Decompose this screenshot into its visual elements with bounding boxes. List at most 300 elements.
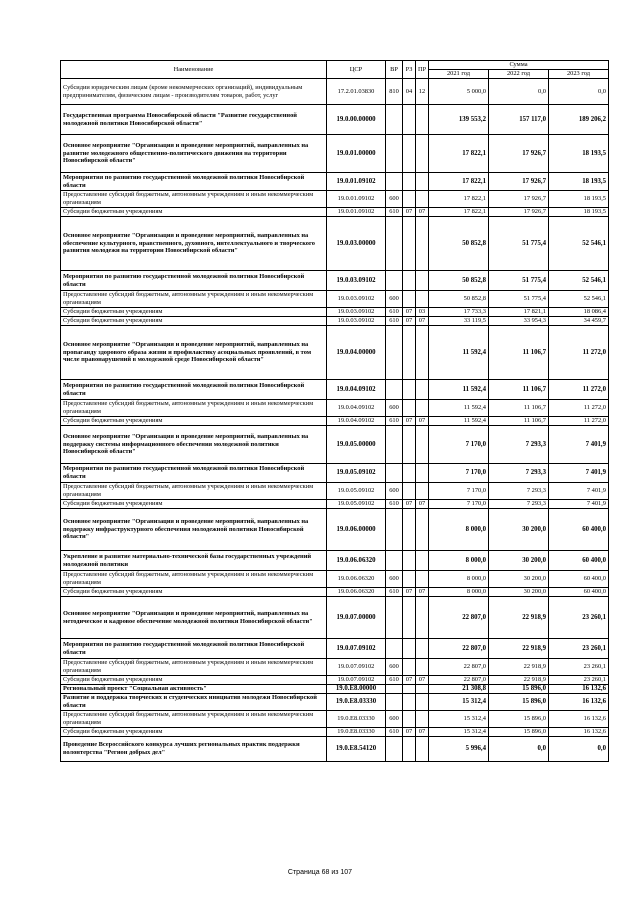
table-row: [61, 308, 609, 317]
cell-vr: 600: [386, 659, 403, 676]
cell-sum-2021: 11 592,4: [429, 417, 489, 426]
cell-pr: [416, 639, 429, 659]
cell-sum-2021: 7 170,0: [429, 500, 489, 509]
cell-name: Развитие и поддержка творческих и студенческих инициатив молодежи Новосибирской области: [61, 694, 327, 711]
cell-sum-2022: 33 954,3: [489, 317, 549, 326]
cell-sum-2023: 16 132,6: [549, 711, 609, 728]
cell-vr: 600: [386, 711, 403, 728]
table-row: [61, 464, 609, 483]
cell-name: Предоставление субсидий бюджетным, автономным учреждениям и иным некоммерческим организациям: [61, 291, 327, 308]
cell-pr: [416, 597, 429, 639]
cell-name: Предоставление субсидий бюджетным, автономным учреждениям и иным некоммерческим организациям: [61, 659, 327, 676]
cell-sum-2022: 51 775,4: [489, 217, 549, 271]
cell-name: Субсидии бюджетным учреждениям: [61, 208, 327, 217]
cell-vr: [386, 597, 403, 639]
cell-csr: 19.0.06.06320: [327, 551, 386, 571]
header-year-2022: 2022 год: [489, 70, 549, 79]
cell-sum-2022: 22 918,9: [489, 639, 549, 659]
cell-pr: [416, 135, 429, 173]
cell-sum-2023: 23 260,1: [549, 597, 609, 639]
cell-sum-2021: 5 996,4: [429, 737, 489, 762]
cell-rz: [403, 659, 416, 676]
cell-sum-2022: 30 200,0: [489, 588, 549, 597]
cell-sum-2022: 0,0: [489, 737, 549, 762]
cell-vr: 610: [386, 308, 403, 317]
cell-csr: 19.0.03.09102: [327, 291, 386, 308]
cell-sum-2022: 7 293,3: [489, 426, 549, 464]
cell-pr: 07: [416, 417, 429, 426]
cell-vr: [386, 551, 403, 571]
cell-vr: [386, 105, 403, 135]
cell-sum-2022: 17 926,7: [489, 135, 549, 173]
page-number: Страница 68 из 107: [287, 869, 353, 876]
cell-sum-2022: 17 926,7: [489, 191, 549, 208]
cell-sum-2022: 22 918,9: [489, 659, 549, 676]
cell-sum-2021: 22 807,0: [429, 659, 489, 676]
cell-sum-2021: 7 170,0: [429, 483, 489, 500]
table-row: [61, 483, 609, 500]
cell-sum-2021: 17 822,1: [429, 191, 489, 208]
cell-sum-2021: 17 822,1: [429, 208, 489, 217]
cell-csr: 19.0.05.09102: [327, 483, 386, 500]
cell-sum-2023: 18 193,5: [549, 191, 609, 208]
cell-pr: [416, 509, 429, 551]
cell-rz: [403, 271, 416, 291]
cell-csr: 19.0.E8.03330: [327, 694, 386, 711]
cell-csr: 19.0.05.00000: [327, 426, 386, 464]
header-sum: Сумма: [429, 61, 609, 70]
cell-name: Мероприятия по развитию государственной молодежной политики Новосибирской области: [61, 639, 327, 659]
table-row: [61, 135, 609, 173]
cell-sum-2022: 0,0: [489, 79, 549, 105]
cell-name: Субсидии бюджетным учреждениям: [61, 588, 327, 597]
table-row: [61, 173, 609, 191]
cell-csr: 19.0.07.00000: [327, 597, 386, 639]
cell-name: Проведение Всероссийского конкурса лучших региональных практик поддержки волонтерства "Регион добрых дел": [61, 737, 327, 762]
cell-sum-2022: 51 775,4: [489, 291, 549, 308]
table-row: [61, 326, 609, 380]
cell-vr: [386, 217, 403, 271]
header-csr: ЦСР: [327, 61, 386, 79]
cell-rz: [403, 464, 416, 483]
cell-sum-2022: 51 775,4: [489, 271, 549, 291]
cell-sum-2023: 52 546,1: [549, 217, 609, 271]
cell-sum-2021: 8 000,0: [429, 551, 489, 571]
cell-name: Основное мероприятие "Организация и проведение мероприятий, направленных на поддержку инфраструктурного обеспечения молодежной политики Новосибирской области": [61, 509, 327, 551]
cell-rz: 07: [403, 588, 416, 597]
table-row: [61, 208, 609, 217]
cell-sum-2022: 7 293,3: [489, 500, 549, 509]
cell-sum-2021: 15 312,4: [429, 728, 489, 737]
table-body: [61, 79, 609, 762]
cell-sum-2022: 30 200,0: [489, 509, 549, 551]
cell-name: Основное мероприятие "Организация и проведение мероприятий, направленных на обеспечение культурного, нравственного, духовного, интеллектуального и творческого развития молодежи на территории Новосибирской области": [61, 217, 327, 271]
cell-rz: [403, 217, 416, 271]
cell-name: Предоставление субсидий бюджетным, автономным учреждениям и иным некоммерческим организациям: [61, 400, 327, 417]
cell-rz: [403, 509, 416, 551]
cell-sum-2023: 16 132,6: [549, 685, 609, 694]
cell-pr: 03: [416, 308, 429, 317]
cell-name: Предоставление субсидий бюджетным, автономным учреждениям и иным некоммерческим организациям: [61, 191, 327, 208]
cell-vr: 610: [386, 676, 403, 685]
table-row: [61, 685, 609, 694]
cell-pr: [416, 400, 429, 417]
cell-name: Предоставление субсидий бюджетным, автономным учреждениям и иным некоммерческим организациям: [61, 483, 327, 500]
cell-vr: 610: [386, 317, 403, 326]
cell-sum-2021: 11 592,4: [429, 400, 489, 417]
cell-sum-2021: 21 308,8: [429, 685, 489, 694]
cell-csr: 19.0.01.09102: [327, 208, 386, 217]
cell-csr: 19.0.05.09102: [327, 500, 386, 509]
header-vr: ВР: [386, 61, 403, 79]
cell-sum-2023: 23 260,1: [549, 639, 609, 659]
cell-sum-2022: 30 200,0: [489, 571, 549, 588]
cell-sum-2021: 15 312,4: [429, 694, 489, 711]
cell-pr: [416, 551, 429, 571]
cell-vr: 610: [386, 417, 403, 426]
cell-pr: [416, 711, 429, 728]
cell-csr: 19.0.03.09102: [327, 271, 386, 291]
cell-sum-2023: 11 272,0: [549, 326, 609, 380]
cell-rz: 07: [403, 728, 416, 737]
cell-name: Субсидии бюджетным учреждениям: [61, 676, 327, 685]
cell-sum-2022: 11 106,7: [489, 417, 549, 426]
cell-rz: [403, 551, 416, 571]
cell-csr: 19.0.04.00000: [327, 326, 386, 380]
cell-vr: [386, 509, 403, 551]
cell-name: Субсидии бюджетным учреждениям: [61, 308, 327, 317]
cell-sum-2023: 11 272,0: [549, 380, 609, 400]
cell-vr: [386, 737, 403, 762]
cell-csr: 17.2.01.03830: [327, 79, 386, 105]
cell-name: Укрепление и развитие материально-технической базы государственных учреждений молодежной политики: [61, 551, 327, 571]
cell-rz: [403, 571, 416, 588]
cell-rz: [403, 291, 416, 308]
table-row: [61, 551, 609, 571]
cell-rz: [403, 597, 416, 639]
cell-sum-2021: 33 119,5: [429, 317, 489, 326]
cell-csr: 19.0.03.09102: [327, 308, 386, 317]
cell-vr: 610: [386, 500, 403, 509]
cell-csr: 19.0.E8.00000: [327, 685, 386, 694]
cell-pr: [416, 291, 429, 308]
cell-sum-2021: 11 592,4: [429, 326, 489, 380]
cell-sum-2023: 18 193,5: [549, 135, 609, 173]
cell-sum-2022: 7 293,3: [489, 464, 549, 483]
cell-name: Мероприятия по развитию государственной молодежной политики Новосибирской области: [61, 271, 327, 291]
cell-rz: 07: [403, 676, 416, 685]
cell-sum-2023: 60 400,0: [549, 571, 609, 588]
cell-csr: 19.0.05.09102: [327, 464, 386, 483]
cell-rz: 04: [403, 79, 416, 105]
cell-vr: [386, 135, 403, 173]
cell-name: Мероприятия по развитию государственной молодежной политики Новосибирской области: [61, 464, 327, 483]
budget-table-container: [60, 60, 608, 762]
cell-name: Государственная программа Новосибирской области "Развитие государственной молодежной политики Новосибирской области": [61, 105, 327, 135]
cell-csr: 19.0.00.00000: [327, 105, 386, 135]
table-row: [61, 694, 609, 711]
cell-sum-2022: 11 106,7: [489, 326, 549, 380]
cell-csr: 19.0.01.00000: [327, 135, 386, 173]
cell-pr: [416, 737, 429, 762]
cell-csr: 19.0.06.06320: [327, 588, 386, 597]
cell-vr: [386, 426, 403, 464]
cell-rz: [403, 426, 416, 464]
table-row: [61, 217, 609, 271]
cell-sum-2021: 8 000,0: [429, 509, 489, 551]
cell-vr: 600: [386, 400, 403, 417]
cell-sum-2021: 22 807,0: [429, 597, 489, 639]
cell-sum-2022: 15 896,0: [489, 711, 549, 728]
cell-sum-2021: 17 822,1: [429, 135, 489, 173]
cell-sum-2023: 7 401,9: [549, 464, 609, 483]
table-row: [61, 191, 609, 208]
cell-csr: 19.0.06.06320: [327, 571, 386, 588]
cell-vr: [386, 380, 403, 400]
cell-pr: 07: [416, 317, 429, 326]
cell-rz: [403, 483, 416, 500]
cell-name: Субсидии бюджетным учреждениям: [61, 417, 327, 426]
cell-vr: 600: [386, 191, 403, 208]
cell-sum-2021: 7 170,0: [429, 426, 489, 464]
cell-pr: [416, 571, 429, 588]
cell-sum-2021: 50 852,8: [429, 217, 489, 271]
cell-rz: [403, 639, 416, 659]
cell-csr: 19.0.06.00000: [327, 509, 386, 551]
table-row: [61, 597, 609, 639]
cell-pr: [416, 426, 429, 464]
cell-sum-2022: 30 200,0: [489, 551, 549, 571]
cell-sum-2023: 60 400,0: [549, 551, 609, 571]
cell-rz: [403, 135, 416, 173]
cell-sum-2021: 15 312,4: [429, 711, 489, 728]
table-row: [61, 400, 609, 417]
cell-sum-2022: 7 293,3: [489, 483, 549, 500]
header-name: Наименование: [61, 61, 327, 79]
table-row: [61, 105, 609, 135]
cell-vr: [386, 271, 403, 291]
cell-sum-2023: 18 193,5: [549, 173, 609, 191]
cell-rz: 07: [403, 417, 416, 426]
cell-rz: 07: [403, 317, 416, 326]
cell-sum-2021: 22 807,0: [429, 676, 489, 685]
table-row: [61, 659, 609, 676]
cell-rz: 07: [403, 208, 416, 217]
cell-sum-2023: 18 193,5: [549, 208, 609, 217]
cell-csr: 19.0.01.09102: [327, 191, 386, 208]
cell-sum-2021: 17 733,3: [429, 308, 489, 317]
cell-sum-2023: 0,0: [549, 79, 609, 105]
header-rz: РЗ: [403, 61, 416, 79]
cell-csr: 19.0.E8.03330: [327, 711, 386, 728]
cell-name: Мероприятия по развитию государственной молодежной политики Новосибирской области: [61, 173, 327, 191]
cell-sum-2021: 139 553,2: [429, 105, 489, 135]
cell-pr: [416, 694, 429, 711]
cell-rz: [403, 191, 416, 208]
cell-pr: [416, 217, 429, 271]
budget-table: [60, 60, 609, 762]
cell-sum-2023: 11 272,0: [549, 400, 609, 417]
cell-vr: [386, 326, 403, 380]
cell-csr: 19.0.04.09102: [327, 417, 386, 426]
cell-csr: 19.0.04.09102: [327, 380, 386, 400]
cell-vr: [386, 694, 403, 711]
table-row: [61, 317, 609, 326]
cell-sum-2022: 11 106,7: [489, 380, 549, 400]
cell-sum-2023: 7 401,9: [549, 500, 609, 509]
table-row: [61, 500, 609, 509]
cell-sum-2022: 15 896,0: [489, 685, 549, 694]
cell-vr: 600: [386, 571, 403, 588]
cell-sum-2021: 50 852,8: [429, 291, 489, 308]
table-row: [61, 639, 609, 659]
cell-csr: 19.0.01.09102: [327, 173, 386, 191]
cell-pr: [416, 685, 429, 694]
cell-pr: 12: [416, 79, 429, 105]
cell-rz: [403, 105, 416, 135]
cell-name: Основное мероприятие "Организация и проведение мероприятий, направленных на пропаганду здорового образа жизни и профилактику асоциальных проявлений, в том числе правонарушений в молодежной среде Новосибирской области": [61, 326, 327, 380]
cell-vr: 600: [386, 291, 403, 308]
cell-sum-2021: 17 822,1: [429, 173, 489, 191]
cell-csr: 19.0.07.09102: [327, 639, 386, 659]
cell-csr: 19.0.03.00000: [327, 217, 386, 271]
cell-pr: [416, 105, 429, 135]
cell-vr: 810: [386, 79, 403, 105]
cell-csr: 19.0.03.09102: [327, 317, 386, 326]
table-row: [61, 571, 609, 588]
cell-pr: 07: [416, 728, 429, 737]
cell-sum-2023: 16 132,6: [549, 694, 609, 711]
cell-sum-2022: 157 117,0: [489, 105, 549, 135]
cell-pr: [416, 483, 429, 500]
cell-pr: 07: [416, 500, 429, 509]
cell-pr: [416, 173, 429, 191]
cell-sum-2022: 11 106,7: [489, 400, 549, 417]
cell-sum-2023: 189 206,2: [549, 105, 609, 135]
cell-csr: 19.0.E8.54120: [327, 737, 386, 762]
cell-sum-2022: 22 918,9: [489, 676, 549, 685]
cell-vr: [386, 685, 403, 694]
header-pr: ПР: [416, 61, 429, 79]
cell-name: Основное мероприятие "Организация и проведение мероприятий, направленных на поддержку системы информационного обеспечения молодежной политики Новосибирской области": [61, 426, 327, 464]
cell-vr: 600: [386, 483, 403, 500]
header-year-2021: 2021 год: [429, 70, 489, 79]
cell-sum-2021: 8 000,0: [429, 588, 489, 597]
cell-pr: [416, 191, 429, 208]
cell-csr: 19.0.E8.03330: [327, 728, 386, 737]
cell-name: Субсидии юридическим лицам (кроме некоммерческих организаций), индивидуальным предпринимателям, физическим лицам - производителям товаров, работ, услуг: [61, 79, 327, 105]
cell-sum-2023: 7 401,9: [549, 483, 609, 500]
cell-name: Мероприятия по развитию государственной молодежной политики Новосибирской области: [61, 380, 327, 400]
cell-name: Предоставление субсидий бюджетным, автономным учреждениям и иным некоммерческим организациям: [61, 711, 327, 728]
cell-name: Региональный проект "Социальная активность": [61, 685, 327, 694]
cell-name: Основное мероприятие "Организация и проведение мероприятий, направленных на методическое и кадровое обеспечение молодежной политики Новосибирской области": [61, 597, 327, 639]
cell-sum-2021: 8 000,0: [429, 571, 489, 588]
cell-rz: 07: [403, 308, 416, 317]
cell-rz: [403, 737, 416, 762]
cell-sum-2021: 22 807,0: [429, 639, 489, 659]
cell-sum-2023: 0,0: [549, 737, 609, 762]
table-row: [61, 380, 609, 400]
cell-sum-2023: 23 260,1: [549, 676, 609, 685]
cell-sum-2023: 52 546,1: [549, 291, 609, 308]
table-row: [61, 509, 609, 551]
cell-rz: [403, 173, 416, 191]
cell-rz: [403, 685, 416, 694]
cell-pr: [416, 464, 429, 483]
table-row: [61, 79, 609, 105]
cell-sum-2022: 17 926,7: [489, 208, 549, 217]
cell-csr: 19.0.07.09102: [327, 659, 386, 676]
header-year-2023: 2023 год: [549, 70, 609, 79]
cell-sum-2023: 23 260,1: [549, 659, 609, 676]
cell-sum-2023: 18 086,4: [549, 308, 609, 317]
cell-pr: 07: [416, 676, 429, 685]
table-row: [61, 417, 609, 426]
cell-csr: 19.0.04.09102: [327, 400, 386, 417]
cell-vr: 610: [386, 208, 403, 217]
table-row: [61, 426, 609, 464]
cell-sum-2023: 11 272,0: [549, 417, 609, 426]
cell-name: Субсидии бюджетным учреждениям: [61, 728, 327, 737]
cell-vr: [386, 464, 403, 483]
cell-rz: [403, 711, 416, 728]
cell-sum-2021: 50 852,8: [429, 271, 489, 291]
table-row: [61, 711, 609, 728]
cell-name: Предоставление субсидий бюджетным, автономным учреждениям и иным некоммерческим организациям: [61, 571, 327, 588]
table-row: [61, 737, 609, 762]
cell-rz: [403, 380, 416, 400]
cell-pr: [416, 380, 429, 400]
cell-vr: 610: [386, 728, 403, 737]
table-header: [61, 61, 609, 79]
cell-sum-2023: 60 400,0: [549, 509, 609, 551]
cell-sum-2022: 17 926,7: [489, 173, 549, 191]
cell-sum-2022: 22 918,9: [489, 597, 549, 639]
cell-sum-2021: 11 592,4: [429, 380, 489, 400]
cell-vr: [386, 173, 403, 191]
table-row: [61, 291, 609, 308]
cell-pr: 07: [416, 208, 429, 217]
cell-name: Основное мероприятие "Организация и проведение мероприятий, направленных на развитие молодежного общественно-политического движения на территории Новосибирской области": [61, 135, 327, 173]
table-row: [61, 728, 609, 737]
cell-rz: [403, 326, 416, 380]
cell-vr: [386, 639, 403, 659]
cell-pr: [416, 659, 429, 676]
cell-vr: 610: [386, 588, 403, 597]
cell-sum-2022: 15 896,0: [489, 728, 549, 737]
table-row: [61, 271, 609, 291]
cell-sum-2022: 15 896,0: [489, 694, 549, 711]
cell-sum-2021: 5 000,0: [429, 79, 489, 105]
table-row: [61, 676, 609, 685]
cell-rz: [403, 400, 416, 417]
cell-sum-2023: 16 132,6: [549, 728, 609, 737]
cell-pr: [416, 326, 429, 380]
cell-sum-2023: 52 546,1: [549, 271, 609, 291]
cell-sum-2023: 7 401,9: [549, 426, 609, 464]
cell-pr: 07: [416, 588, 429, 597]
cell-rz: 07: [403, 500, 416, 509]
cell-sum-2022: 17 821,1: [489, 308, 549, 317]
cell-pr: [416, 271, 429, 291]
cell-name: Субсидии бюджетным учреждениям: [61, 500, 327, 509]
cell-csr: 19.0.07.09102: [327, 676, 386, 685]
cell-rz: [403, 694, 416, 711]
cell-sum-2023: 34 459,7: [549, 317, 609, 326]
table-row: [61, 588, 609, 597]
cell-name: Субсидии бюджетным учреждениям: [61, 317, 327, 326]
